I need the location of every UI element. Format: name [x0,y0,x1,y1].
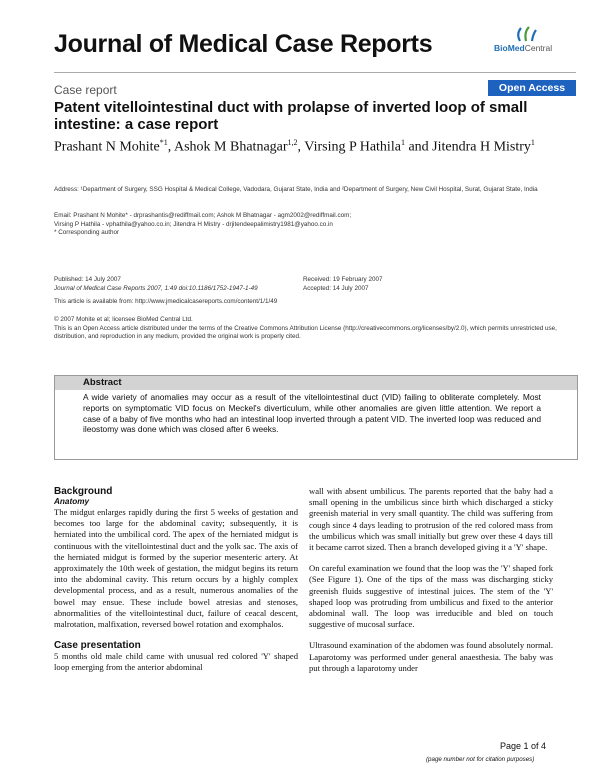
author-list [54,134,554,156]
biomed-logo-icon [512,24,540,44]
author-name[interactable]: Jitendra H Mistry [432,139,531,155]
page-number: Page 1 of 4 [500,741,547,751]
abstract-box [54,375,578,460]
body-paragraph: wall with absent umbilicus. The parents reported that the baby had a small opening in the umbilicus since birth which discharged a sticky greenish material in very small quantity. The child was suffering from cough since 4 days leading to protrusion of the red colored mass from the umbilicus which was small initially but grew over these 4 days till it became carrot sized. Then a branch developed giving it a 'Y' shape. [309,486,553,553]
section-heading-background: Background [54,486,113,497]
article-type: Case report [54,83,117,97]
author-address: Address: ¹Department of Surgery, SSG Hospital & Medical College, Vadodara, Gujarat State, India and ²Department of Surgery, New Civil Hospital, Surat, Gujarat State, India [54,186,538,193]
header-divider [54,72,576,73]
author-name[interactable]: Prashant N Mohite [54,139,160,155]
accepted-date: Accepted: 14 July 2007 [303,284,369,292]
corresponding-author-note: * Corresponding author [54,229,120,237]
author-separator: and [404,139,433,155]
author-name[interactable]: Ashok M Bhatnagar [174,139,288,155]
right-column [309,486,553,674]
author-affiliation: 1 [530,138,535,147]
body-paragraph: On careful examination we found that the loop was the 'Y' shaped fork (See Figure 1). One of the tips of the mass was discharging sticky greenish fluids suggestive of intestinal juices. The stem of the 'Y' shaped loop was protruding from umbilicus and fixed to the anterior abdominal wall. The loop was irreducible and bled on touch suggestive of mucosal surface. [309,563,553,630]
logo-text-central: Central [524,43,553,53]
license-text: This is an Open Access article distributed under the terms of the Creative Commons Attribution License (http://creativecommons.org/licenses/by/2.0), which permits unrestricted use, distribution, and reproduction in any medium, provided the original work is properly cited. [54,324,557,341]
left-column [54,486,298,674]
abstract-heading: Abstract [55,376,577,390]
case-paragraph: 5 months old male child came with unusual red colored 'Y' shaped loop emerging from the anterior abdominal [54,651,298,673]
author-affiliation: 1 [400,138,405,147]
journal-title: Journal of Medical Case Reports [54,30,433,58]
abstract-text: A wide variety of anomalies may occur as a result of the vitellointestinal duct (VID) failing to obliterate completely. Most reports on symptomatic VID focus on Meckel's diverticulum, while other anomalies are given little attention. We report a case of a baby of five months who had an intestinal loop inverted through a patent VID. The inverted loop was reduced and ileostomy was done which was closed after 6 weeks. [83,392,541,435]
subsection-heading-anatomy: Anatomy [54,497,90,506]
section-heading-case-presentation: Case presentation [54,640,141,652]
author-emails [54,212,576,238]
article-url[interactable]: This article is available from: http://www.jmedicalcasereports.com/content/1/1/49 [54,298,278,305]
body-paragraph: Ultrasound examination of the abdomen was found absolutely normal. Laparotomy was performed under general anaesthesia. The baby was put through a laparotomy under [309,640,553,673]
received-info [303,276,503,293]
article-title: Patent vitellointestinal duct with prolapse of inverted loop of small intestine: a case report [54,99,528,133]
author-affiliation: *1 [159,138,168,147]
author-separator: , [167,139,174,155]
citation: Journal of Medical Case Reports 2007, 1:49 doi:10.1186/1752-1947-1-49 [54,284,258,292]
anatomy-paragraph: The midgut enlarges rapidly during the first 5 weeks of gestation and becomes too large for the abdominal cavity; subsequently, it is herniated into the umbilical cord. The apex of the herniated midgut is continuous with the vitellointestinal duct and the yolk sac. The axis of the herniated midgut is formed by the superior mesenteric artery. At approximately the 10th week of gestation, the midgut begins its return into the abdominal cavity. This return occurs by a highly complex developmental process, and as a result, numerous anomalies of the bowel may ensue. These include bowel atresias and stenoses, abnormalities of the vitellointestinal duct, failure of ceacal descent, malrotation, malfixation, reversed bowel rotation and exomphalos. [54,507,298,630]
page-number-note: (page number not for citation purposes) [426,756,535,763]
copyright-line: © 2007 Mohite et al; licensee BioMed Central Ltd. [54,316,193,323]
publication-info [54,276,314,293]
author-name[interactable]: Virsing P Hathila [304,139,401,155]
author-separator: , [297,139,305,155]
published-date: Published: 14 July 2007 [54,276,121,283]
email-line[interactable]: Virsing P Hathila - vphathila@yahoo.co.in; Jitendra H Mistry - drjitendeepalimistry1981@yahoo.co.in [54,220,333,228]
received-date: Received: 19 February 2007 [303,276,383,283]
logo-text-biomed: BioMed [494,43,525,53]
copyright-block [54,316,576,342]
author-affiliation: 1,2 [287,138,298,147]
open-access-badge[interactable]: Open Access [488,80,576,96]
email-line[interactable]: Email: Prashant N Mohite* - drprashantis@rediffmail.com; Ashok M Bhatnagar - agm2002@rediffmail.com; [54,212,352,219]
biomed-central-logo[interactable] [484,24,576,54]
